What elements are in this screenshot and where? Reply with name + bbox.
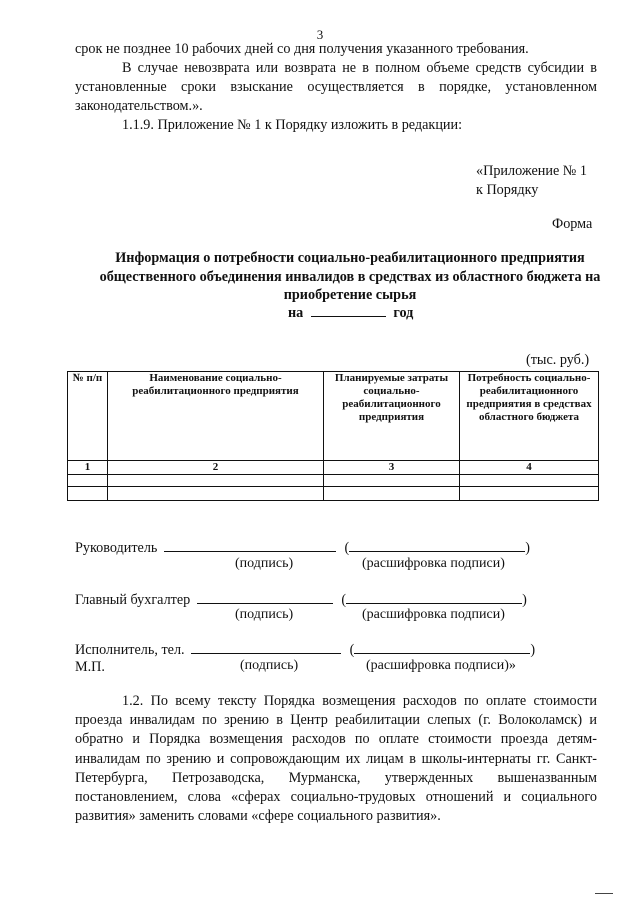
year-suffix: год — [393, 305, 414, 321]
appendix-line-2: к Порядку — [476, 182, 539, 198]
form-label: Форма — [552, 216, 593, 232]
paragraph-refund: В случае невозврата или возврата не в полном объеме средств субсидии в установленные сроки взыскание осуществляется в порядке, установленном законодательством.». — [75, 60, 597, 115]
units-label: (тыс. руб.) — [526, 352, 590, 368]
executor-signature-line — [191, 641, 341, 654]
table-header-row — [68, 372, 599, 461]
header-number: № п/п — [68, 372, 108, 461]
col-num-2: 2 — [108, 461, 324, 475]
executor-signature-caption: (подпись) — [240, 658, 299, 673]
year-blank — [311, 304, 386, 317]
table-row — [68, 475, 599, 487]
close-paren: ) — [522, 592, 527, 608]
paragraph-deadline: срок не позднее 10 рабочих дней со дня получения указанного требования. — [75, 41, 529, 57]
paragraph-replacement: 1.2. По всему тексту Порядка возмещения расходов по оплате стоимости проезда инвалидам по зрению в Центр реабилитации слепых (г. Волоколамск) и обратно и Порядка возмещения расходов по оплате стоимости проезда детям-инвалидам по зрению и сопровождающим их лицам в школы-интернаты гг. Санкт-Петербурга, Петрозаводска, Мурманска, утвержденных вышеназванным постановлением, слова «сферах социально-трудовых отношений и социального развития» заменить словами «сфере социального развития». — [75, 693, 597, 825]
executor-label: Исполнитель, тел. — [75, 642, 185, 658]
table-number-row — [68, 461, 599, 475]
header-name: Наименование социально-реабилитационного предприятия — [108, 372, 324, 461]
close-paren: ) — [525, 540, 530, 556]
open-paren: ( — [349, 642, 355, 658]
year-prefix: на — [288, 305, 304, 321]
paragraph-appendix-intro: 1.1.9. Приложение № 1 к Порядку изложить в редакции: — [122, 117, 463, 133]
col-num-3: 3 — [324, 461, 460, 475]
head-signature-caption: (подпись) — [235, 556, 294, 571]
corner-mark — [595, 893, 613, 902]
executor-decode-line — [354, 641, 530, 654]
accountant-decode-line — [346, 591, 522, 604]
stamp-label: М.П. — [75, 659, 105, 675]
head-label: Руководитель — [75, 540, 158, 556]
col-num-4: 4 — [460, 461, 599, 475]
table-row — [68, 487, 599, 501]
needs-table — [67, 371, 599, 501]
head-signature-line — [164, 539, 336, 552]
head-decode-caption: (расшифровка подписи) — [362, 556, 505, 571]
close-paren: ) — [530, 642, 536, 658]
accountant-label: Главный бухгалтер — [75, 592, 191, 608]
form-title-year — [288, 304, 413, 323]
header-planned: Планируемые затраты социально-реабилитационного предприятия — [324, 372, 460, 461]
accountant-decode-caption: (расшифровка подписи) — [362, 607, 505, 622]
executor-decode-caption: (расшифровка подписи)» — [366, 658, 516, 673]
form-title: Информация о потребности социально-реабилитационного предприятия общественного объединения инвалидов в средствах из областного бюджета на приобретение сырья — [99, 250, 601, 303]
open-paren: ( — [344, 540, 350, 556]
open-paren: ( — [341, 592, 347, 608]
col-num-1: 1 — [68, 461, 108, 475]
header-need: Потребность социально-реабилитационного предприятия в средствах областного бюджета — [460, 372, 599, 461]
appendix-line-1: «Приложение № 1 — [476, 163, 587, 179]
page-number: 3 — [316, 27, 324, 42]
accountant-signature-line — [197, 591, 333, 604]
head-decode-line — [349, 539, 525, 552]
accountant-signature-caption: (подпись) — [235, 607, 294, 622]
